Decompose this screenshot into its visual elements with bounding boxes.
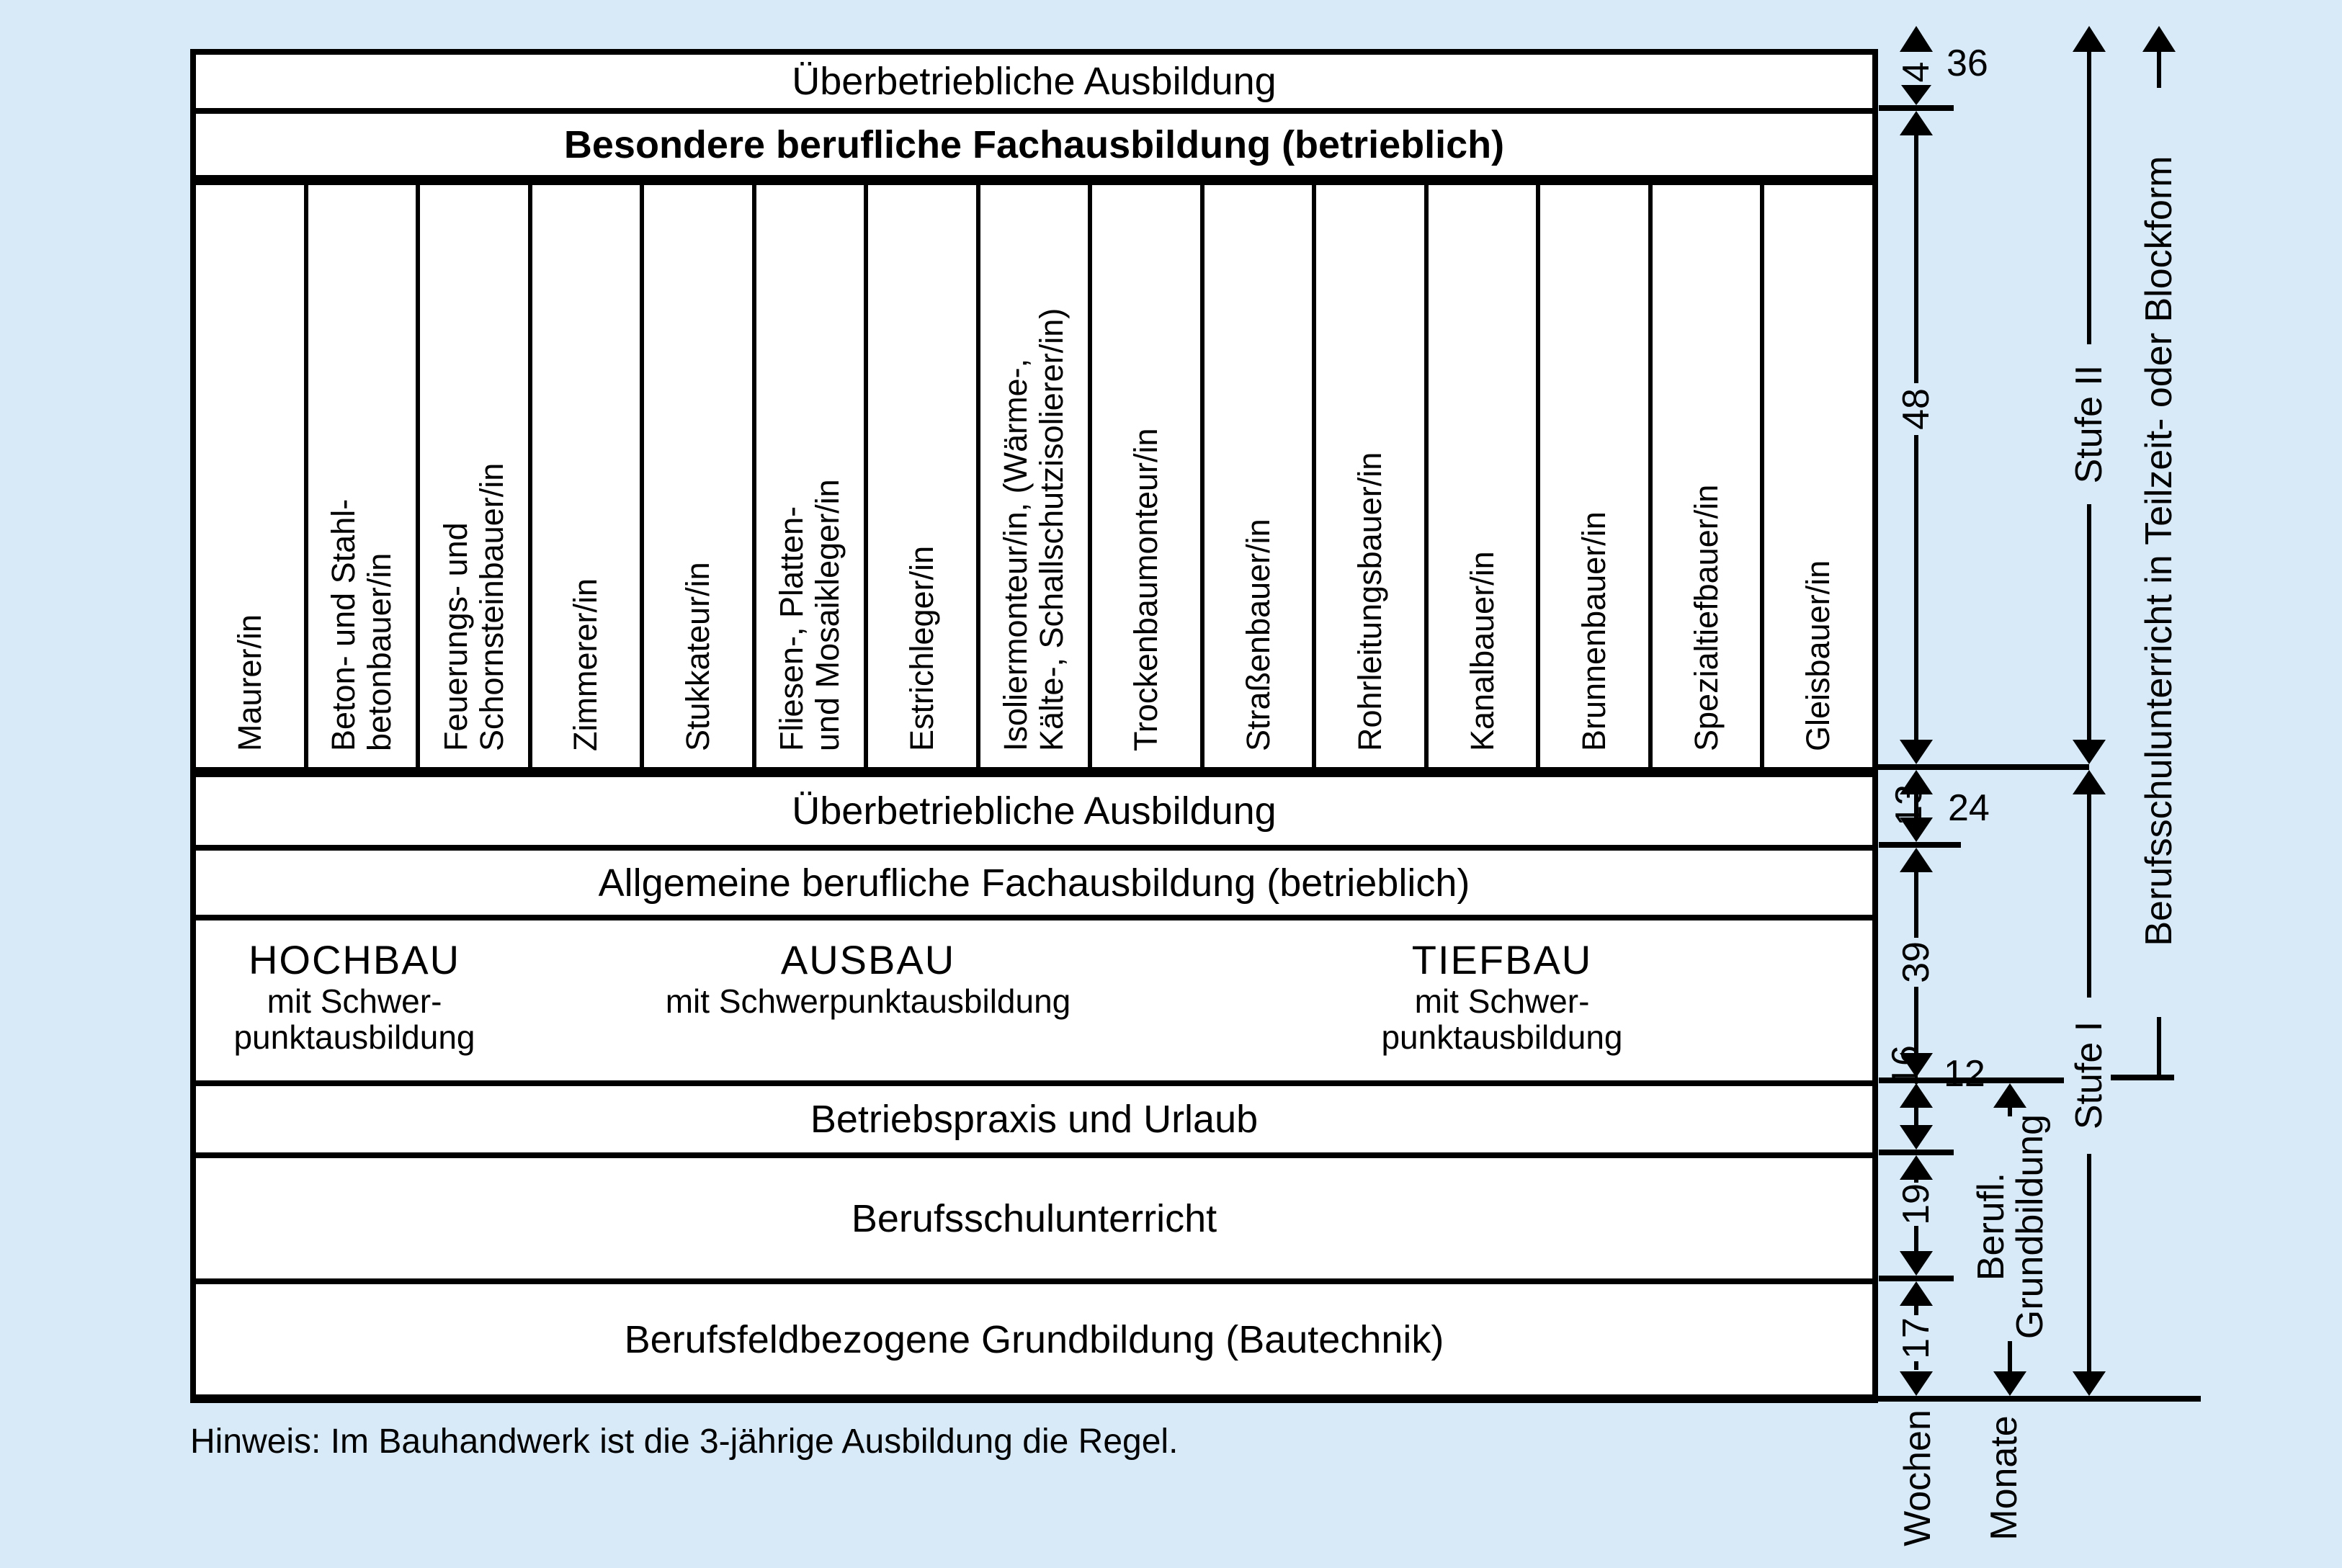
grundbildung-dimension — [1970, 1083, 2051, 1396]
sector-subtitle: mit Schwerpunktausbildung — [665, 982, 1071, 1020]
occupation-label: Maurer/in — [231, 614, 268, 751]
occupation-label: Spezialtiefbauer/in — [1687, 484, 1725, 751]
sector-subtitle: mit Schwer- punktausbildung — [233, 982, 475, 1056]
axis-labels — [1897, 1410, 2025, 1546]
occupation-label: Feuerungs- und Schornsteinbauer/in — [437, 462, 510, 751]
occupation-label: Beton- und Stahl- betonbauer/in — [325, 498, 398, 751]
band-label: Berufsschulunterricht — [851, 1196, 1217, 1240]
occupation-label: Gleisbauer/in — [1800, 560, 1837, 751]
stufe2-label: Stufe II — [2068, 364, 2110, 484]
sector-title: HOCHBAU — [248, 937, 461, 982]
arrow-up-icon — [2142, 26, 2176, 52]
occupation-label: Isoliermonteur/in, (Wärme-, Kälte-, Schallschutzisolierer/in) — [997, 308, 1071, 751]
arrow-up-icon — [2073, 770, 2106, 794]
occupation-label: Fliesen-, Platten- und Mosaikleger/in — [773, 479, 846, 751]
months-value: 36 — [1947, 42, 1988, 84]
band-label: Überbetriebliche Ausbildung — [792, 789, 1277, 833]
months-values — [1944, 42, 1990, 1095]
band-label: Überbetriebliche Ausbildung — [792, 60, 1277, 103]
arrow-down-icon — [1900, 740, 1933, 764]
weeks-value: 4 — [1895, 61, 1937, 83]
weeks-value: 13 — [1888, 784, 1930, 826]
arrow-down-icon — [1901, 85, 1931, 105]
weeks-dimension-chain — [1885, 26, 1937, 1396]
sector-title: AUSBAU — [780, 937, 956, 982]
arrow-down-icon — [1900, 1251, 1933, 1276]
occupation-label: Zimmerer/in — [567, 578, 604, 751]
arrow-up-icon — [2073, 26, 2106, 52]
grundbildung-label: Grundbildung — [2009, 1114, 2051, 1340]
band-label: Berufsfeldbezogene Grundbildung (Bautechnik) — [624, 1317, 1444, 1361]
occupation-label: Kanalbauer/in — [1463, 551, 1501, 751]
weeks-value: 48 — [1895, 388, 1937, 430]
stufe1-label: Stufe I — [2068, 1021, 2110, 1130]
arrow-up-icon — [1900, 111, 1933, 135]
weeks-value: 39 — [1895, 941, 1937, 983]
band-label: Betriebspraxis und Urlaub — [810, 1098, 1259, 1141]
weeks-value: 16 — [1885, 1045, 1926, 1087]
weeks-axis-label: Wochen — [1897, 1410, 1939, 1546]
arrow-down-icon — [1900, 1125, 1933, 1150]
occupation-label: Stukkateur/in — [679, 562, 716, 751]
grundbildung-label: Berufl. — [1970, 1172, 2012, 1281]
arrow-up-icon — [1900, 1281, 1933, 1306]
occupation-label: Rohrleitungsbauer/in — [1351, 452, 1389, 751]
arrow-down-icon — [1993, 1371, 2026, 1396]
weeks-value: 19 — [1895, 1183, 1937, 1225]
months-value: 24 — [1948, 787, 1990, 829]
occupation-label: Straßenbauer/in — [1239, 519, 1277, 751]
arrow-down-icon — [2073, 740, 2106, 764]
arrow-up-icon — [1900, 26, 1933, 52]
occupation-label: Estrichleger/in — [903, 545, 940, 751]
arrow-up-icon — [1900, 1155, 1933, 1180]
arrow-down-icon — [2073, 1371, 2106, 1396]
band-label: Besondere berufliche Fachausbildung (betrieblich) — [563, 122, 1505, 166]
occupation-label: Trockenbaumonteur/in — [1127, 428, 1165, 751]
band-label: Allgemeine berufliche Fachausbildung (betrieblich) — [598, 861, 1470, 905]
occupation-label: Brunnenbauer/in — [1576, 511, 1613, 751]
arrow-up-icon — [1993, 1083, 2026, 1108]
weeks-value: 17 — [1895, 1317, 1937, 1359]
months-value: 12 — [1944, 1053, 1985, 1095]
stufe-dimension — [2068, 26, 2110, 1396]
blockform-label: Berufsschulunterricht in Teilzeit- oder Blockform — [2138, 156, 2180, 946]
sector-title: TIEFBAU — [1411, 937, 1593, 982]
months-axis-label: Monate — [1983, 1415, 2025, 1541]
sector-subtitle: mit Schwer- punktausbildung — [1381, 982, 1623, 1056]
arrow-up-icon — [1900, 848, 1933, 872]
arrow-down-icon — [1900, 1371, 1933, 1396]
footnote: Hinweis: Im Bauhandwerk ist die 3-jährige Ausbildung die Regel. — [190, 1423, 1179, 1461]
blockform-dimension — [2138, 26, 2180, 1075]
